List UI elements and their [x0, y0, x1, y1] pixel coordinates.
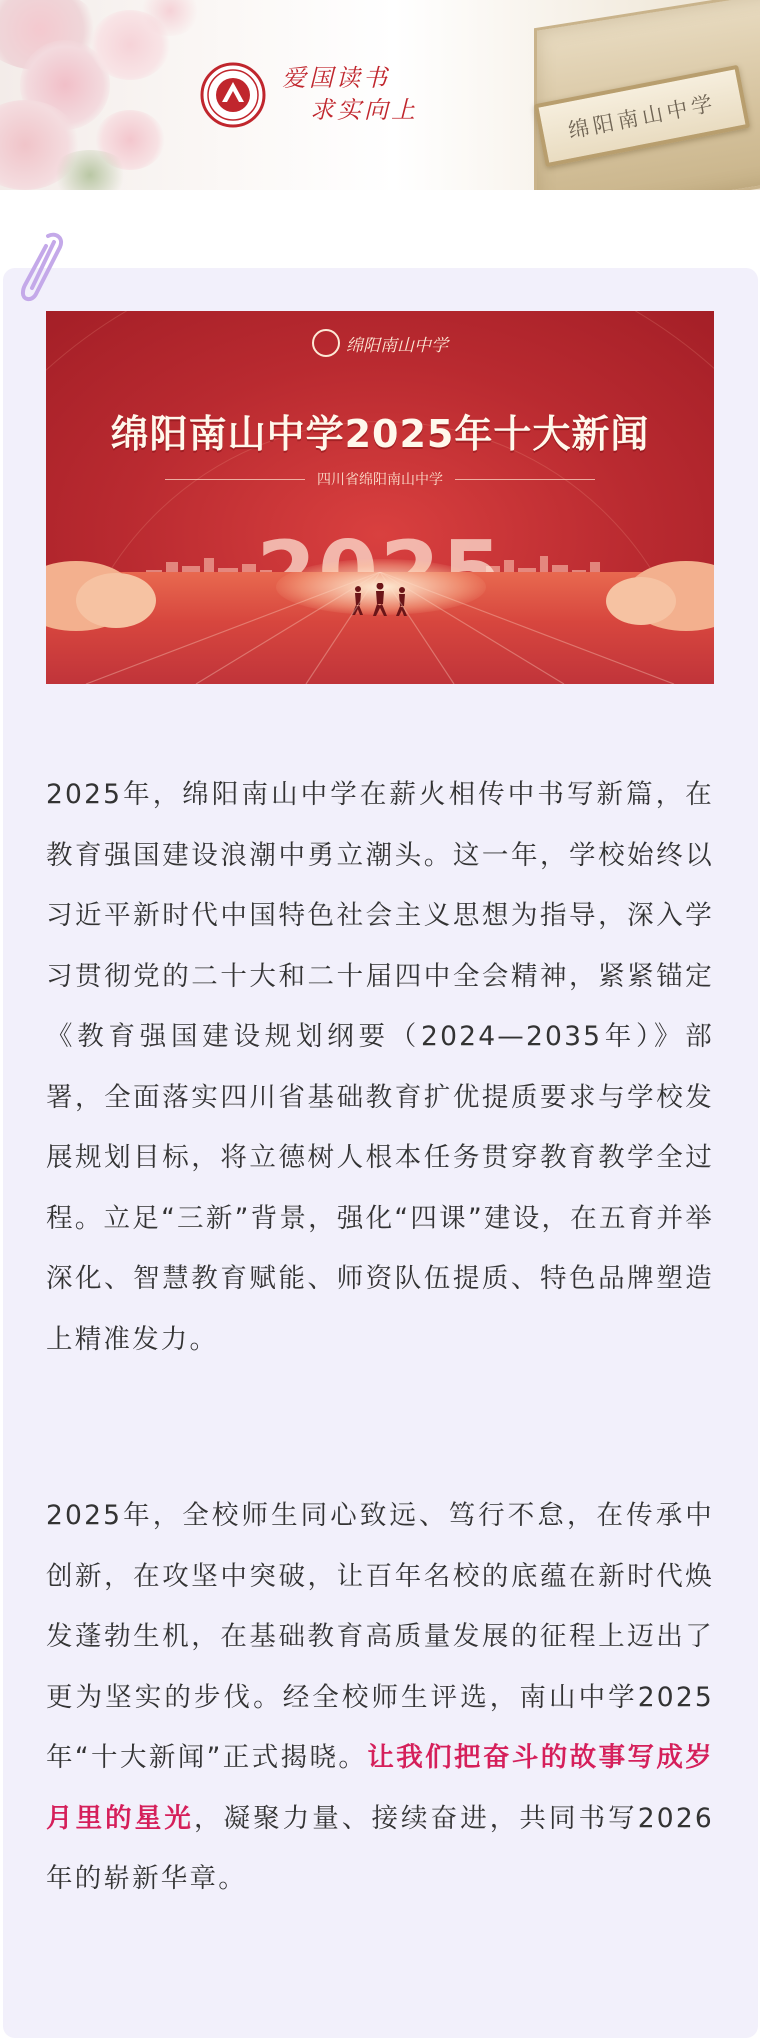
hero-subtitle-row — [46, 469, 714, 489]
school-logo-icon — [312, 329, 340, 357]
motto-line: 求实向上 — [310, 96, 418, 124]
track-lines — [46, 572, 714, 684]
paperclip-icon — [10, 228, 70, 310]
feature-image — [46, 311, 714, 684]
paragraph-text: 2025年，全校师生同心致远、笃行不怠，在传承中创新，在攻坚中突破，让百年名校的底蕴在新时代焕发蓬勃生机，在基础教育高质量发展的征程上迈出了更为坚实的步伐。经全校师生评选，南山中学2025年“十大新闻”正式揭晓。 — [46, 1500, 714, 1773]
motto-line: 爱国读书 — [282, 64, 390, 92]
header-banner — [0, 0, 760, 190]
divider — [165, 479, 305, 480]
hero-subtitle: 四川省绵阳南山中学 — [317, 472, 443, 488]
highlighted-text: 让我们把奋斗的故事写成岁月里的星光 — [46, 1742, 714, 1834]
school-logo-icon — [200, 62, 266, 128]
hero-logo-text: 绵阳南山中学 — [346, 335, 448, 356]
school-motto — [282, 62, 418, 126]
hero-title: 绵阳南山中学2025年十大新闻 — [110, 412, 650, 456]
article-paragraph — [46, 1486, 714, 1910]
gate-sign-text: 绵阳南山中学 — [566, 90, 719, 144]
article-paragraph: 2025年，绵阳南山中学在薪火相传中书写新篇，在教育强国建设浪潮中勇立潮头。这一年，学校始终以习近平新时代中国特色社会主义思想为指导，深入学习贯彻党的二十大和二十届四中全会精神，紧紧锚定《教育强国建设规划纲要（2024—2035年）》部署，全面落实四川省基础教育扩优提质要求与学校发展规划目标，将立德树人根本任务贯穿教育教学全过程。立足“三新”背景，强化“四课”建设，在五育并举深化、智慧教育赋能、师资队伍提质、特色品牌塑造上精准发力。 — [46, 779, 714, 1355]
hero-logo — [46, 329, 714, 357]
divider — [455, 479, 595, 480]
paragraph-text: ，凝聚力量、接续奋进，共同书写2026年的崭新华章。 — [46, 1802, 714, 1894]
